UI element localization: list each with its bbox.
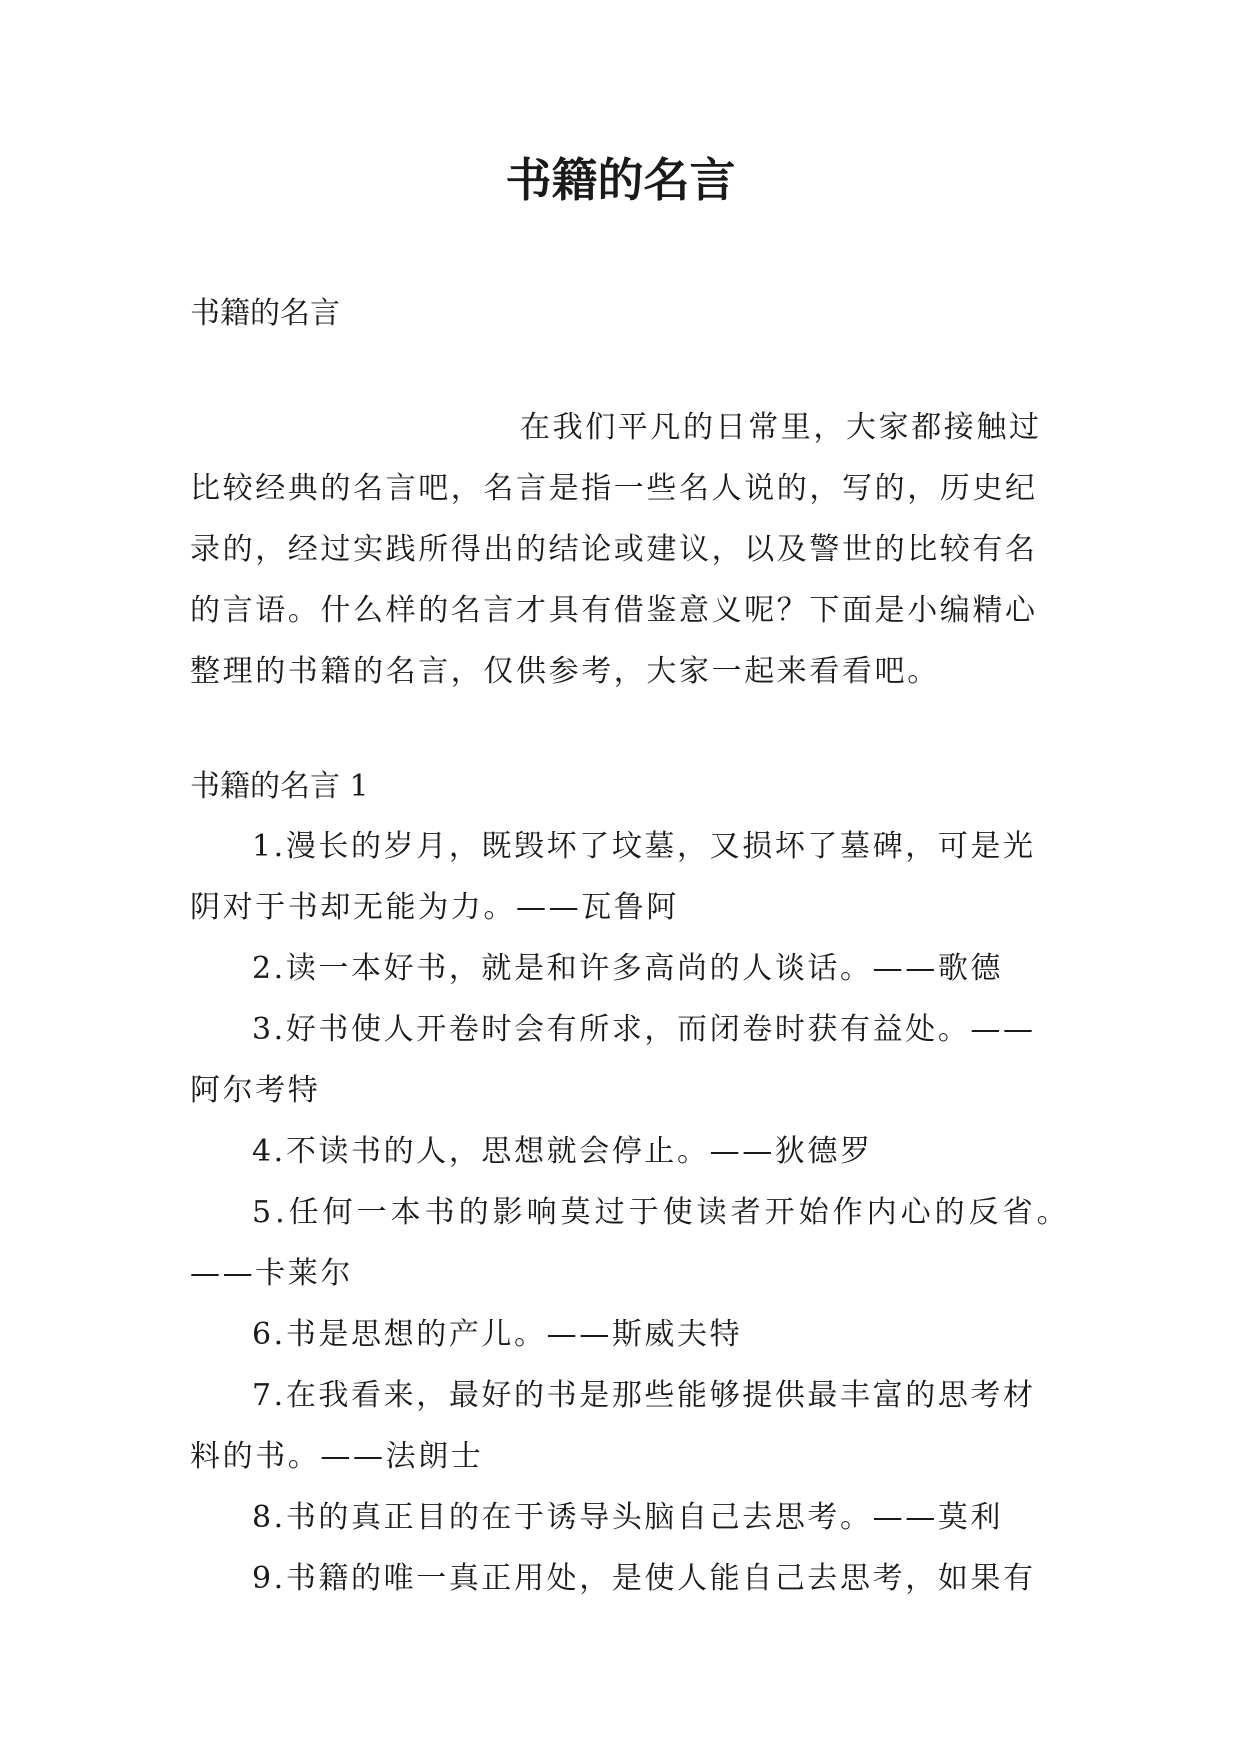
- document-title: 书籍的名言: [505, 153, 736, 207]
- quote-line: 3.好书使人开卷时会有所求，而闭卷时获有益处。——: [252, 1012, 1036, 1047]
- quote-line: 9.书籍的唯一真正用处，是使人能自己去思考，如果有: [252, 1561, 1036, 1596]
- intro-line: 比较经典的名言吧，名言是指一些名人说的，写的，历史纪: [190, 471, 1038, 506]
- quote-line: 料的书。——法朗士: [190, 1439, 484, 1474]
- quote-line: 7.在我看来，最好的书是那些能够提供最丰富的思考材: [252, 1378, 1036, 1413]
- quote-line: 4.不读书的人，思想就会停止。——狄德罗: [252, 1134, 873, 1169]
- quote-line: 6.书是思想的产儿。——斯威夫特: [252, 1317, 743, 1352]
- quote-line: 阴对于书却无能为力。——瓦鲁阿: [190, 890, 679, 925]
- quote-line: 阿尔考特: [190, 1073, 321, 1108]
- quote-line: 5.任何一本书的影响莫过于使读者开始作内心的反省。: [252, 1195, 1071, 1230]
- intro-line: 录的，经过实践所得出的结论或建议，以及警世的比较有名: [190, 532, 1038, 567]
- quote-line: 2.读一本好书，就是和许多高尚的人谈话。——歌德: [252, 951, 1004, 986]
- quote-line: ——卡莱尔: [190, 1256, 353, 1291]
- quote-line: 1.漫长的岁月，既毁坏了坟墓，又损坏了墓碑，可是光: [252, 829, 1036, 864]
- intro-line: 整理的书籍的名言，仅供参考，大家一起来看看吧。: [190, 654, 940, 689]
- quote-line: 8.书的真正目的在于诱导头脑自己去思考。——莫利: [252, 1500, 1004, 1535]
- intro-line: 在我们平凡的日常里，大家都接触过: [520, 410, 1042, 445]
- intro-line: 的言语。什么样的名言才具有借鉴意义呢？下面是小编精心: [190, 593, 1038, 628]
- section-heading: 书籍的名言 1: [190, 769, 369, 804]
- document-heading: 书籍的名言: [190, 296, 340, 331]
